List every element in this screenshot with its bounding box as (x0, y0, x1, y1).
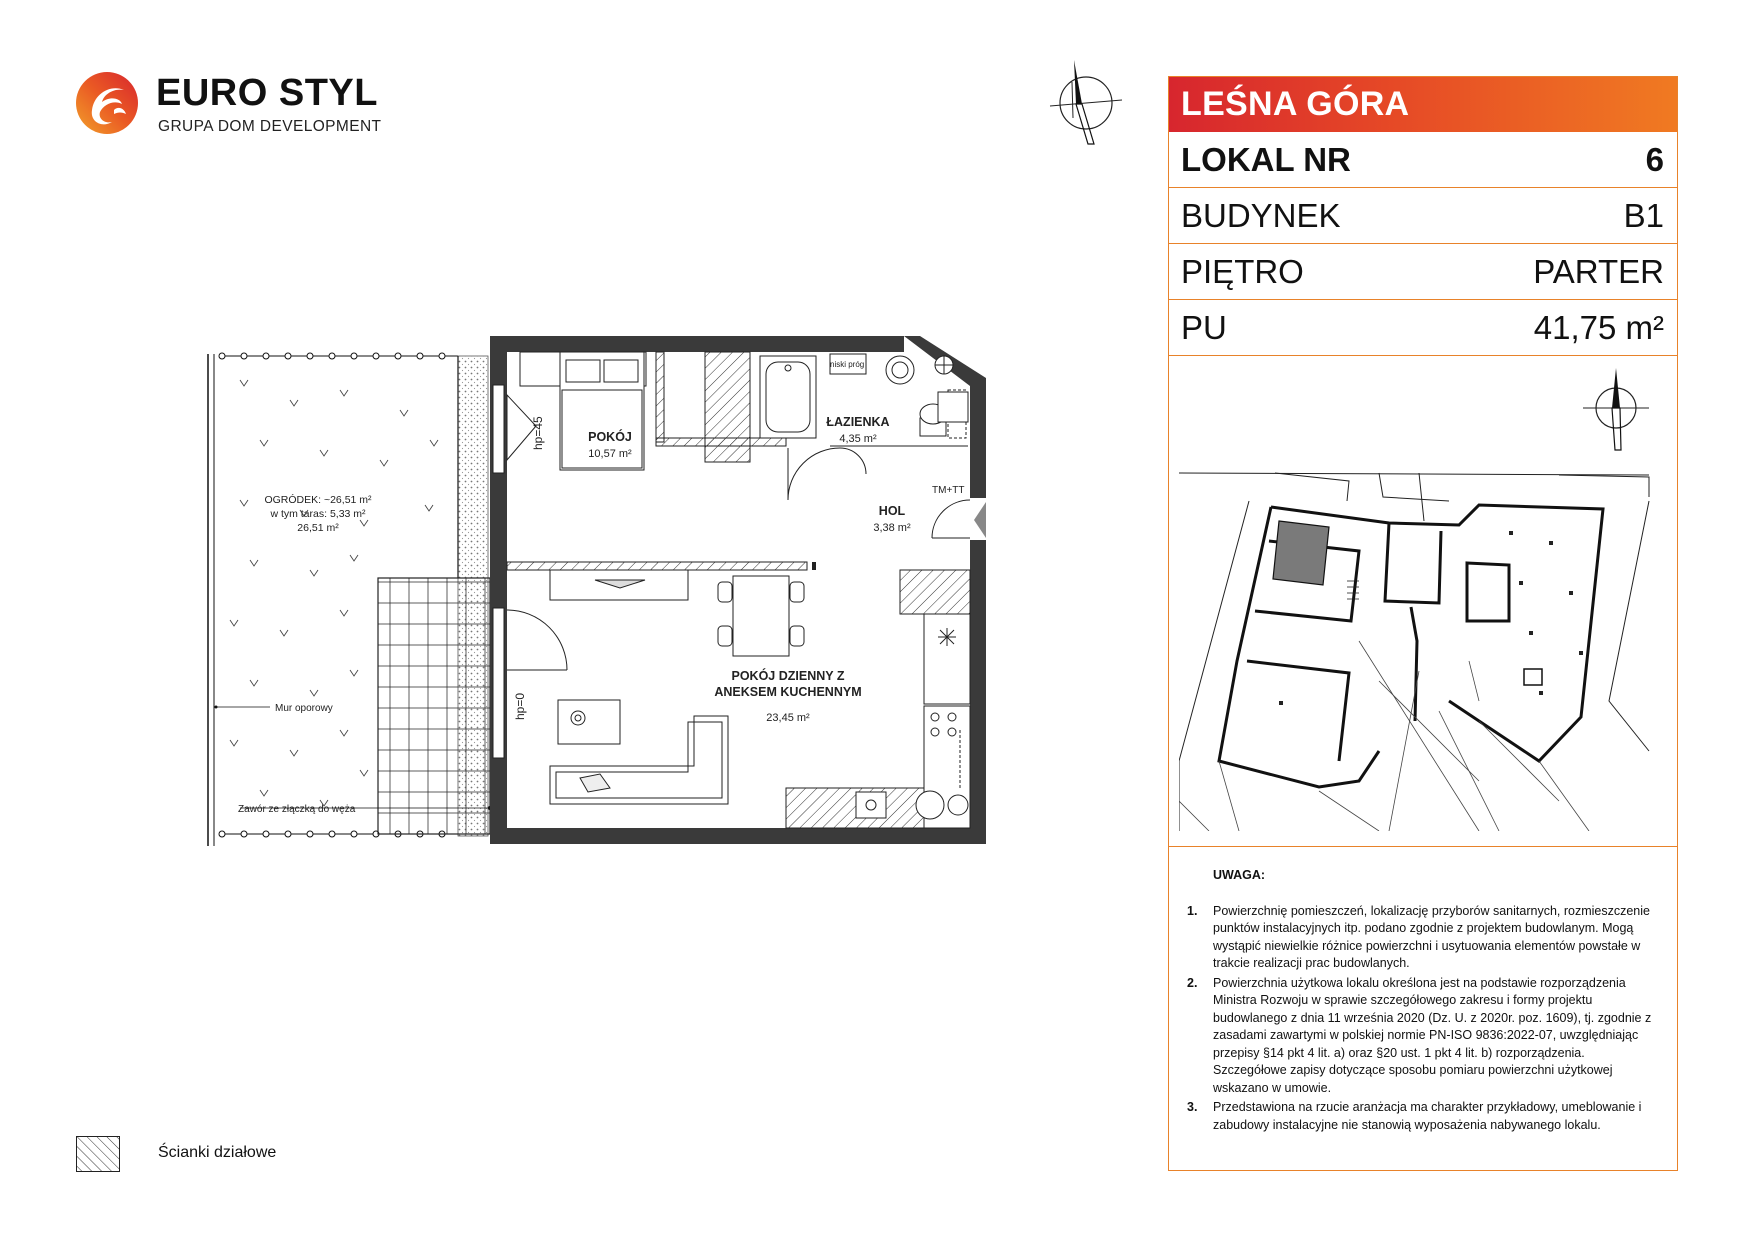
info-label-lokal: LOKAL NR (1181, 140, 1351, 178)
euro-styl-logo-icon (74, 70, 140, 136)
note-item (1187, 903, 1659, 973)
room-name-dzienny-1: POKÓJ DZIENNY Z (731, 669, 845, 683)
info-panel (1168, 76, 1678, 1171)
room-area-dzienny: 23,45 m² (766, 712, 810, 724)
info-row-pietro (1169, 244, 1677, 300)
room-area-pokoj: 10,57 m² (588, 448, 632, 460)
unit-highlight (1273, 521, 1329, 585)
window-height-45: hp=45 (531, 416, 545, 450)
floor-plan (200, 330, 1000, 860)
notes-section (1169, 847, 1677, 1134)
room-area-lazienka: 4,35 m² (839, 433, 877, 445)
window-height-0: hp=0 (513, 692, 527, 720)
tm-tt-label: TM+TT (932, 485, 965, 496)
legend-label: Ścianki działowe (158, 1144, 277, 1161)
north-arrow-icon (1581, 366, 1651, 451)
site-plan (1169, 356, 1677, 847)
note-number: 1. (1187, 903, 1198, 918)
info-label-pu: PU (1181, 308, 1227, 346)
room-name-dzienny-2: ANEKSEM KUCHENNYM (714, 685, 862, 699)
investment-title: LEŚNA GÓRA (1169, 77, 1677, 132)
terrace-area-label: w tym taras: 5,33 m² (270, 508, 366, 520)
room-name-lazienka: ŁAZIENKA (826, 415, 890, 429)
partition-wall-legend-icon (76, 1136, 120, 1172)
note-number: 2. (1187, 975, 1198, 990)
note-text: Powierzchnia użytkowa lokalu określona jest na podstawie rozporządzenia Ministra Rozwoju w sprawie szczegółowego zakresu i formy projektu budowlanego z dnia 11 września 2020 (Dz. U. z 2020r. poz. 1609), tj. zgodnie z zasadami zawartymi w polskiej normie PN-ISO 9836:2022-07, uwzględniając przepisy §14 pkt 4 lit. a) oraz §20 ust. 1 pkt 4 lit. b) rozporządzenia. Szczegółowe zapisy dotyczące sposobu pomiaru powierzchni użytkowej wskazano w umowie. (1213, 975, 1652, 1095)
note-item (1187, 975, 1659, 1098)
info-value-budynek: B1 (1623, 196, 1664, 234)
garden-area-label: OGRÓDEK: ~26,51 m² (264, 494, 372, 506)
note-item (1187, 1099, 1659, 1134)
low-threshold-label: niski próg (830, 360, 865, 369)
note-number: 3. (1187, 1100, 1198, 1114)
info-row-pu (1169, 300, 1677, 356)
note-text: Przedstawiona na rzucie aranżacja ma charakter przykładowy, umeblowanie i zabudowy instalacyjne nie stanowią wyposażenia nabywanego lokalu. (1213, 1100, 1642, 1132)
brand-logo (74, 70, 394, 140)
site-plan-drawing (1179, 461, 1669, 831)
retaining-wall-label: Mur oporowy (275, 703, 333, 714)
room-name-hol: HOL (878, 504, 906, 518)
brand-name: EURO STYL (156, 72, 378, 114)
room-name-pokoj: POKÓJ (588, 430, 632, 444)
bedroom-furniture (520, 352, 750, 470)
valve-label: Zawór ze złączką do węża (238, 804, 356, 815)
room-area-hol: 3,38 m² (873, 522, 911, 534)
kitchen-fixtures (786, 570, 970, 828)
info-value-pietro: PARTER (1533, 252, 1664, 290)
north-arrow-icon (1046, 58, 1126, 148)
info-label-budynek: BUDYNEK (1181, 196, 1341, 234)
brand-tagline: GRUPA DOM DEVELOPMENT (158, 118, 382, 135)
info-row-budynek (1169, 188, 1677, 244)
garden-area-total: 26,51 m² (297, 522, 339, 534)
info-value-lokal: 6 (1645, 140, 1664, 178)
info-value-pu: 41,75 m² (1533, 308, 1664, 346)
notes-title: UWAGA: (1213, 868, 1266, 882)
info-label-pietro: PIĘTRO (1181, 252, 1304, 290)
garden (208, 353, 495, 846)
info-row-lokal (1169, 132, 1677, 188)
note-text: Powierzchnię pomieszczeń, lokalizację przyborów sanitarnych, rozmieszczenie punktów instalacyjnych itp. podano zgodnie z projektem budowlanym. Mogą wystąpić niewielkie różnice powierzchni i usytuowania elementów powstałe w trakcie realizacji prac budowlanych. (1213, 903, 1650, 970)
